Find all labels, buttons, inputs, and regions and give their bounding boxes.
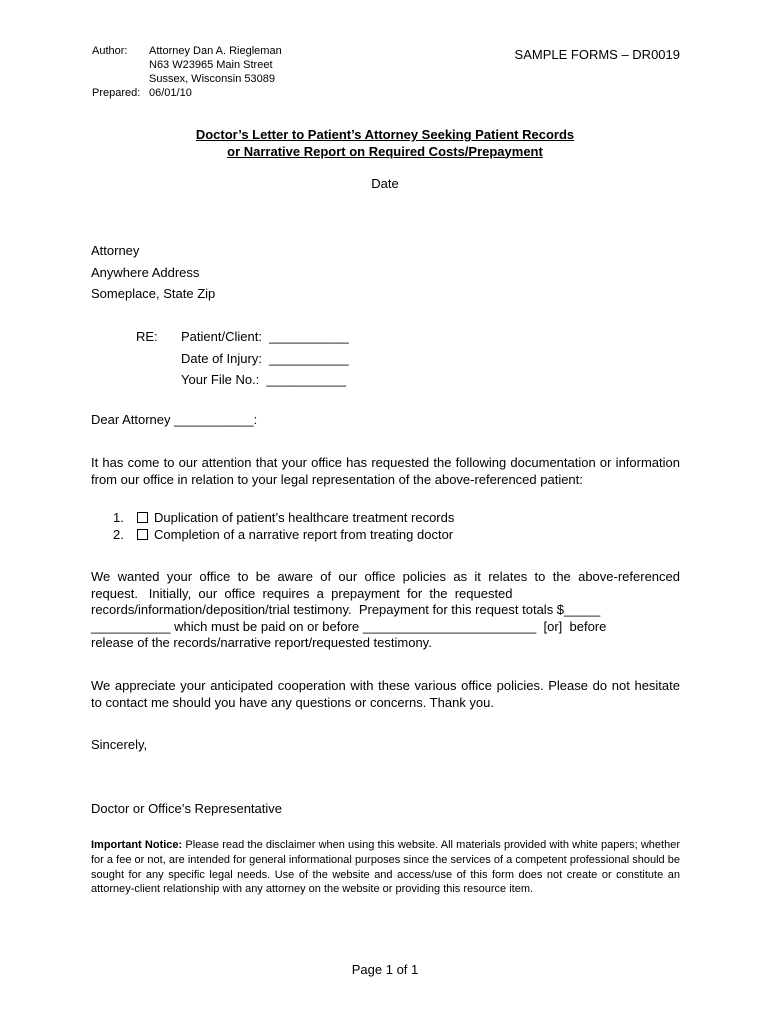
para2-line — [91, 586, 680, 603]
date-label: Date — [371, 176, 399, 191]
address-line: Anywhere Address — [91, 264, 200, 280]
request-list — [113, 510, 454, 543]
document-title — [90, 127, 680, 160]
re-label: RE: — [136, 329, 158, 344]
para2-line: release of the records/narrative report/requested testimony. — [91, 635, 432, 650]
list-text: Duplication of patient’s healthcare treatment records — [154, 510, 455, 525]
notice-label: Important Notice: — [91, 839, 183, 851]
closing: Sincerely, — [91, 737, 148, 752]
re-line: Patient/Client: ___________ — [181, 329, 349, 344]
salutation: Dear Attorney ___________: — [91, 412, 258, 427]
prepared-label: Prepared: — [92, 87, 141, 99]
author-label: Author: — [92, 45, 128, 57]
list-item — [113, 527, 454, 544]
re-line: Your File No.: ___________ — [181, 372, 347, 387]
para2-line: We wanted your office to be aware of our office policies as it relates to the above-referenced — [91, 569, 680, 584]
list-number: 2. — [113, 526, 124, 542]
signature-line: Doctor or Office’s Representative — [91, 801, 282, 816]
list-item — [113, 510, 454, 527]
paragraph-2 — [91, 569, 680, 652]
prepared-date: 06/01/10 — [149, 87, 192, 99]
author-line: Attorney Dan A. Riegleman — [149, 45, 282, 57]
list-text: Completion of a narrative report from treating doctor — [154, 526, 454, 542]
paragraph-1: It has come to our attention that your office has requested the following documentation or information from our office in relation to your legal representation of the above-referenced patient: — [91, 455, 680, 487]
author-line: N63 W23965 Main Street — [149, 59, 273, 71]
para2-line: ___________ which must be paid on or before ________________________ [or] before — [91, 618, 607, 634]
paragraph-3: We appreciate your anticipated cooperation with these various office policies. Please do not hesitate to contact me should you have any questions or concerns. Thank you. — [91, 678, 680, 710]
form-id: SAMPLE FORMS – DR0019 — [514, 47, 680, 62]
title-line-2: or Narrative Report on Required Costs/Prepayment — [227, 143, 543, 159]
important-notice — [91, 838, 680, 897]
checkbox-icon — [137, 512, 148, 523]
para2-line-text: request. Initially, our office requires a prepayment for the requested — [91, 585, 513, 601]
address-line: Attorney — [91, 243, 140, 258]
author-line: Sussex, Wisconsin 53089 — [149, 73, 275, 85]
page-number: Page 1 of 1 — [351, 962, 419, 977]
address-block — [91, 240, 215, 305]
notice-text: Please read the disclaimer when using this website. All materials provided with white papers; whether for a fee or not, are intended for general informational purposes since the services of a competent professional should be sought for any specific legal needs. Use of the website and access/use of this form does not create or constitute an attorney-client relationship with any attorney on the website or providing this resource item. — [91, 839, 680, 896]
author-block — [92, 44, 282, 100]
re-block — [136, 326, 349, 391]
para2-line: records/information/deposition/trial testimony. Prepayment for this request totals $_____ — [91, 602, 601, 617]
title-line-1: Doctor’s Letter to Patient’s Attorney Seeking Patient Records — [195, 127, 575, 142]
re-line: Date of Injury: ___________ — [181, 350, 349, 366]
checkbox-icon — [137, 529, 148, 540]
address-line: Someplace, State Zip — [91, 286, 216, 301]
list-number: 1. — [113, 510, 124, 525]
